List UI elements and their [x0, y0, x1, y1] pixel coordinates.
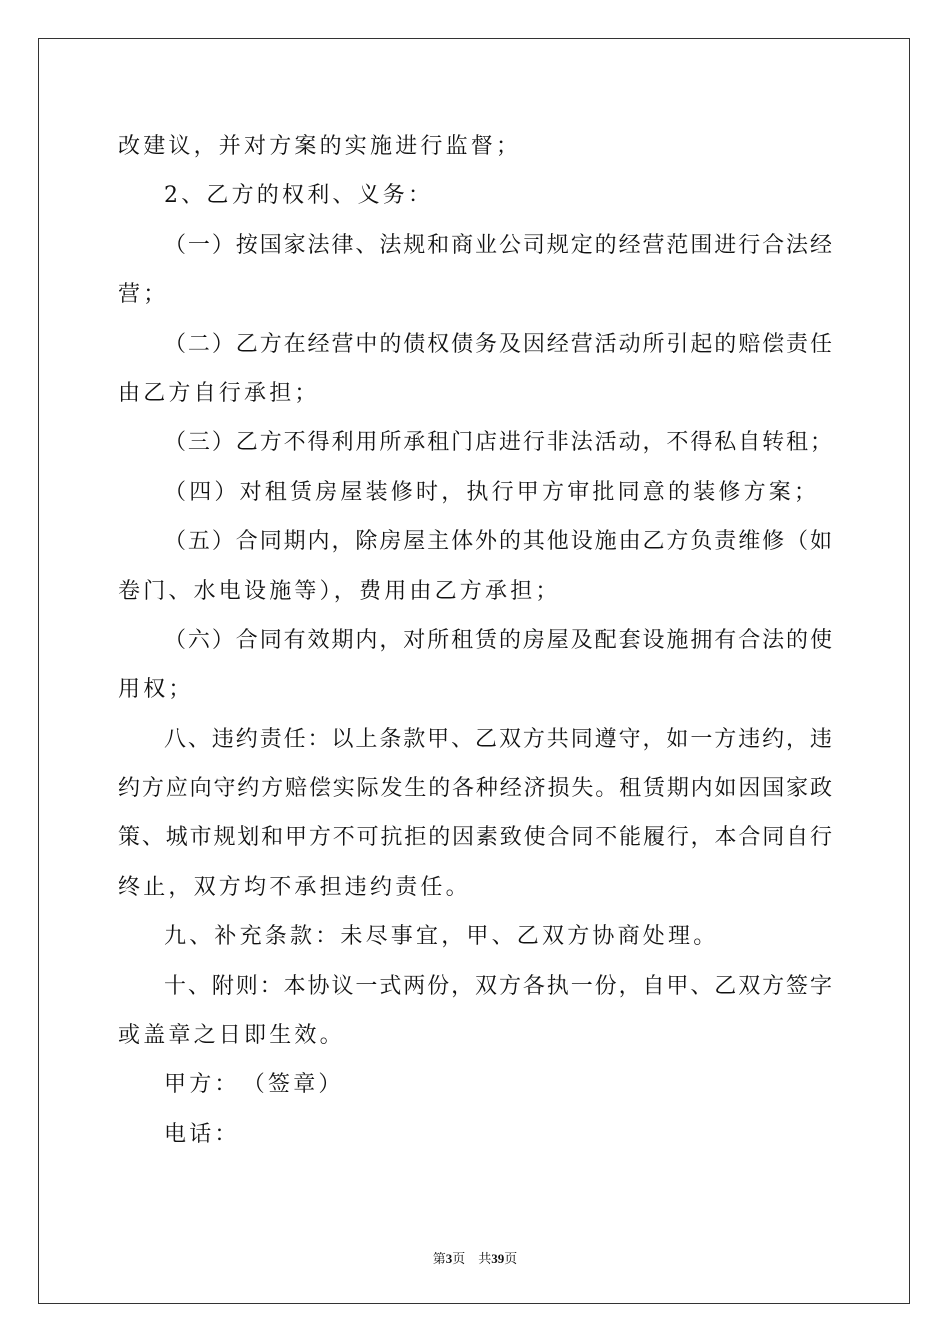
paragraph-line: 八、违约责任：以上条款甲、乙双方共同遵守，如一方违约，违 — [164, 726, 832, 752]
footer-middle: 页 共 — [452, 1252, 492, 1267]
paragraph-line: 约方应向守约方赔偿实际发生的各种经济损失。租赁期内如因国家政 — [118, 776, 832, 802]
paragraph-line: 改建议，并对方案的实施进行监督； — [118, 134, 522, 159]
document-body — [118, 127, 832, 1164]
paragraph-line: （六）合同有效期内，对所租赁的房屋及配套设施拥有合法的使 — [164, 627, 832, 653]
paragraph-line: 由乙方自行承担； — [118, 380, 320, 406]
page-footer — [0, 1248, 950, 1267]
paragraph-line: （三）乙方不得利用所承租门店进行非法活动，不得私自转租； — [164, 430, 832, 456]
paragraph-line: （一）按国家法律、法规和商业公司规定的经营范围进行合法经 — [164, 232, 832, 258]
current-page-number: 3 — [445, 1251, 453, 1266]
paragraph-line: 九、补充条款：未尽事宜，甲、乙双方协商处理。 — [164, 924, 719, 950]
paragraph-line: （二）乙方在经营中的债权债务及因经营活动所引起的赔偿责任 — [164, 331, 832, 357]
paragraph-line: 营； — [118, 282, 169, 308]
phone-label: 电话： — [164, 1121, 240, 1147]
paragraph-line: （四）对租赁房屋装修时，执行甲方审批同意的装修方案； — [164, 479, 820, 505]
footer-prefix: 第 — [432, 1252, 446, 1267]
paragraph-line: 或盖章之日即生效。 — [118, 1023, 345, 1049]
paragraph-line: （五）合同期内，除房屋主体外的其他设施由乙方负责维修（如 — [164, 529, 832, 555]
paragraph-line: 2、乙方的权利、义务： — [164, 183, 434, 209]
paragraph-line: 卷门、水电设施等），费用由乙方承担； — [118, 578, 561, 604]
paragraph-line: 十、附则：本协议一式两份，双方各执一份，自甲、乙双方签字 — [164, 973, 832, 999]
paragraph-line: 用权； — [118, 677, 194, 703]
signature-party-a: 甲方： （签章） — [164, 1072, 344, 1098]
paragraph-line: 终止，双方均不承担违约责任。 — [118, 874, 471, 900]
footer-suffix: 页 — [504, 1252, 518, 1267]
paragraph-line: 策、城市规划和甲方不可抗拒的因素致使合同不能履行，本合同自行 — [118, 825, 832, 851]
total-page-count: 39 — [491, 1251, 505, 1266]
